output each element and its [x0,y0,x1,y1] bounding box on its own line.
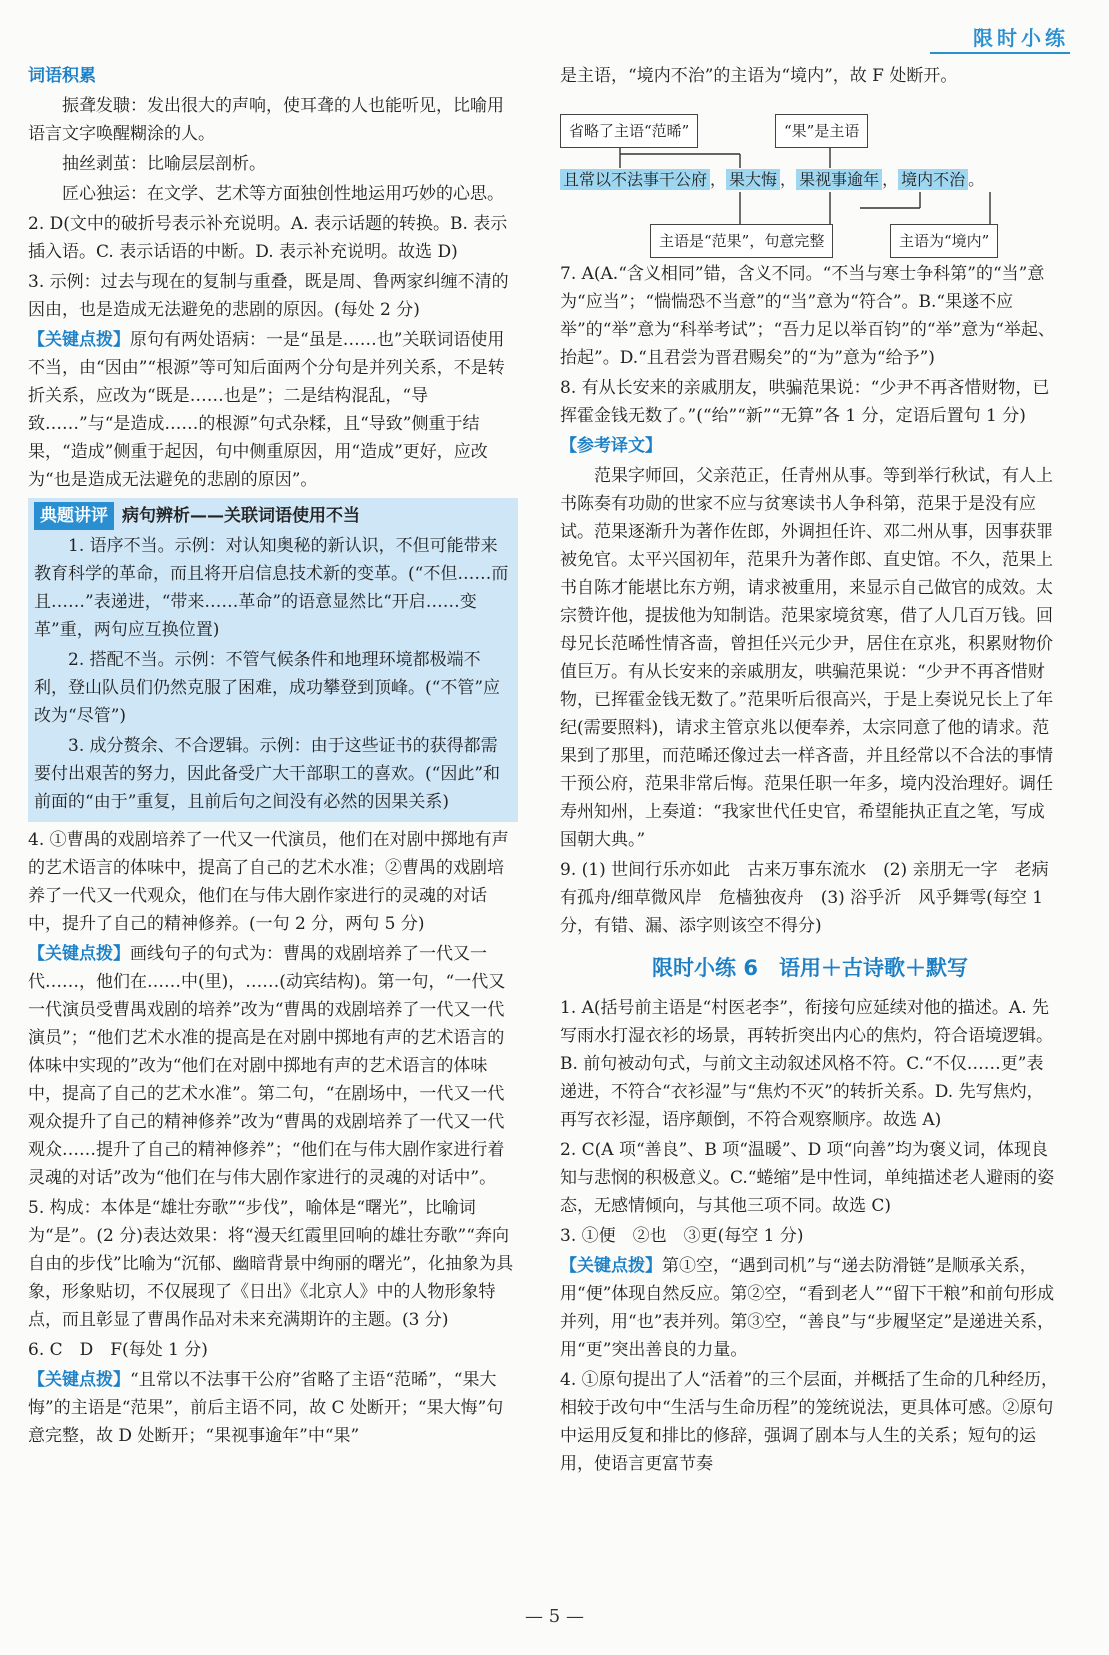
clause-1: 且常以不法事干公府 [560,169,710,190]
vocab-tag: 词语积累 [28,66,96,86]
sentence-diagram [560,96,1060,254]
header-title: 限时小练 [973,26,1069,50]
answer-r2: 2. C(A 项“善良”、B 项“温暖”、D 项“向善”均为褒义词，体现良知与悲悯的积极意义。C.“蜷缩”是中性词，单纯描述老人避雨的姿态，无感情倾向，与其他三项不同。故选 C) [560,1140,1055,1216]
answer-q9: 9. (1) 世间行乐亦如此 古来万事东流水 (2) 亲朋无一字 老病有孤舟/细草微风岸 危樯独夜舟 (3) 浴乎沂 风乎舞雩(每空 1 分，有错、漏、添字则该空不得分) [560,860,1049,936]
answer-r1: 1. A(括号前主语是“村医老李”，衔接句应延续对他的描述。A. 先写雨水打湿衣衫的场景，再转折突出内心的焦灼，符合语境逻辑。B. 前句被动句式，与前文主动叙述风格不符。C.“不仅……更”表递进，不符合“衣衫湿”与“焦灼不灭”的转折关系。D. 先写焦灼，再写衣衫湿，语序颠倒，不符合观察顺序。故选 A) [560,998,1053,1130]
example-box [28,498,518,822]
key-text: 原句有两处语病：一是“虽是……也”关联词语使用不当，由“因由”“根源”等可知后面两个分句是并列关系，不是转折关系，应改为“既是……也是”；二是结构混乱，“导致……”与“是造成……的根源”句式杂糅，且“导致”侧重于结果，“造成”侧重于起因，句中侧重原因，用“造成”更好，应改为“也是造成无法避免的悲剧的原因”。 [28,330,505,490]
key-text: 画线句子的句式为：曹禺的戏剧培养了一代又一代……，他们在……中(里)，……(动宾结构)。第一句，“一代又一代演员受曹禺戏剧的培养”改为“曹禺的戏剧培养了一代又一代演员”；“他们艺术水准的提高是在对剧中掷地有声的艺术语言的体味中实现的”改为“他们在对剧中掷地有声的艺术语言的体味中，提高了自己的艺术水准”。第二句，“在剧场中，一代又一代观众提升了自己的精神修养”改为“曹禺的戏剧培养了一代又一代观众……提升了自己的精神修养”；“他们在与伟大剧作家进行着灵魂的对话”改为“他们在与伟大剧作家进行的灵魂的对话中”。 [28,944,506,1188]
diagram-label-top-right: “果”是主语 [775,114,868,148]
key-tag: 【关键点拨】 [560,1256,662,1276]
diagram-label-bottom-right: 主语为“境内” [890,224,998,258]
vocab-item-3: 匠心独运：在文学、艺术等方面独创性地运用巧妙的心思。 [62,184,504,204]
vocab-item-1: 振聋发聩：发出很大的声响，使耳聋的人也能听见，比喻用语言文字唤醒糊涂的人。 [28,96,504,144]
box-subtitle: 病句辨析——关联词语使用不当 [122,506,360,526]
answer-q6: 6. C D F(每处 1 分) [28,1340,208,1360]
right-column [560,62,1060,1480]
page-number: — 5 — [525,1606,584,1627]
answer-r3: 3. ①便 ②也 ③更(每空 1 分) [560,1226,804,1246]
left-column [28,62,518,1452]
box-title: 典题讲评 [34,502,114,530]
key-tag: 【关键点拨】 [28,330,130,350]
answer-q5: 5. 构成：本体是“雄壮夯歌”“步伐”，喻体是“曙光”，比喻词为“是”。(2 分)表达效果：将“漫天红霞里回响的雄壮夯歌”“奔向自由的步伐”比喻为“沉郁、幽暗背景中绚丽的曙光”，化抽象为具象，形象贴切，不仅展现了《日出》《北京人》中的人物形象特点，而且彰显了曹禺作品对未来充满期许的主题。(3 分) [28,1198,514,1330]
box-item-2: 2. 搭配不当。示例：不管气候条件和地理环境都极端不利，登山队员们仍然克服了困难，成功攀登到顶峰。(“不管”应改为“尽管”) [34,650,501,726]
key-text: “且常以不法事干公府”省略了主语“范晞”，“果大悔”的主语是“范果”，前后主语不同，故 C 处断开；“果大悔”句意完整，故 D 处断开；“果视事逾年”中“果” [28,1370,504,1446]
box-item-3: 3. 成分赘余、不合逻辑。示例：由于这些证书的获得都需要付出艰苦的努力，因此备受广大干部职工的喜欢。(“因此”和前面的“由于”重复，且前后句之间没有必然的因果关系) [34,736,501,812]
reference-translation: 范果字师回，父亲范正，任青州从事。等到举行秋试，有人上书陈奏有功勋的世家不应与贫寒读书人争科第，范果于是没有应试。范果逐渐升为著作佐郎，外调担任许、邓二州从事，因事获罪被免官。太平兴国初年，范果升为著作郎、直史馆。不久，范果上书自陈才能堪比东方朔，请求被重用，来显示自己做官的成效。太宗赞许他，提拔他为知制诰。范果家境贫寒，借了人几百万钱。回母兄长范晞性情吝啬，曾担任兴元少尹，居住在京兆，积累财物价值巨万。有从长安来的亲戚朋友，哄骗范果说：“少尹不再吝惜财物，已挥霍金钱无数了。”范果听后很高兴，于是上奏说兄长上了年纪(需要照料)，请求主管京兆以便奉养，太宗同意了他的请求。范果到了那里，而范晞还像过去一样吝啬，并且经常以不合法的事情干预公府，范果非常后悔。范果任职一年多，境内没治理好。调任寿州知州，上奏道：“我家世代任史官，希望能执正直之笔，写成国朝大典。” [560,466,1054,850]
diagram-sentence: 且常以不法事干公府 ， 果大悔 ， 果视事逾年 ， 境内不治 。 [560,166,984,194]
diagram-label-bottom-left: 主语是“范果”，句意完整 [650,224,833,258]
reference-translation-tag: 【参考译文】 [560,436,662,456]
answer-q7: 7. A(A.“含义相同”错，含义不同。“不当与寒士争科第”的“当”意为“应当”；“惴惴恐不当意”的“当”意为“符合”。B.“果遂不应举”的“举”意为“科举考试”；“吾力足以举百钧”的“举”意为“举起、抬起”。D.“且君尝为晋君赐矣”的“为”意为“给予”) [560,264,1055,368]
answer-q6-cont: 是主语，“境内不治”的主语为“境内”，故 F 处断开。 [560,66,958,86]
header-underline [930,52,1070,54]
box-item-1: 1. 语序不当。示例：对认知奥秘的新认识，不但可能带来教育科学的革命，而且将开启信息技术新的变革。(“不但……而且……”表递进，“带来……革命”的语意显然比“开启……变革”重，两句应互换位置) [34,536,509,640]
answer-q3: 3. 示例：过去与现在的复制与重叠，既是周、鲁两家纠缠不清的因由，也是造成无法避免的悲剧的原因。(每处 2 分) [28,272,509,320]
clause-4: 境内不治 [898,169,968,190]
answer-q8: 8. 有从长安来的亲戚朋友，哄骗范果说：“少尹不再吝惜财物，已挥霍金钱无数了。”(“绐”“新”“无算”各 1 分，定语后置句 1 分) [560,378,1050,426]
key-tag: 【关键点拨】 [28,1370,130,1390]
section-title: 限时小练 6 语用＋古诗歌＋默写 [652,956,968,980]
key-tag: 【关键点拨】 [28,944,130,964]
clause-2: 果大悔 [726,169,780,190]
diagram-label-top-left: 省略了主语“范晞” [560,114,698,148]
answer-q4: 4. ①曹禺的戏剧培养了一代又一代演员，他们在对剧中掷地有声的艺术语言的体味中，提高了自己的艺术水准；②曹禺的戏剧培养了一代又一代观众，他们在与伟大剧作家进行的灵魂的对话中，提升了自己的精神修养。(一句 2 分，两句 5 分) [28,830,509,934]
answer-q2: 2. D(文中的破折号表示补充说明。A. 表示话题的转换。B. 表示插入语。C. 表示话语的中断。D. 表示补充说明。故选 D) [28,214,508,262]
vocab-item-2: 抽丝剥茧：比喻层层剖析。 [62,154,266,174]
key-text: 第①空，“遇到司机”与“递去防滑链”是顺承关系，用“便”体现自然反应。第②空，“看到老人”“留下干粮”和前句形成并列，用“也”表并列。第③空，“善良”与“步履坚定”是递进关系，用“更”突出善良的力量。 [560,1256,1055,1360]
answer-r4: 4. ①原句提出了人“活着”的三个层面，并概括了生命的几种经历，相较于改句中“生活与生命历程”的笼统说法，更具体可感。②原句中运用反复和排比的修辞，强调了剧本与人生的关系；短句的运用，使语言更富节奏 [560,1370,1059,1474]
clause-3: 果视事逾年 [796,169,882,190]
